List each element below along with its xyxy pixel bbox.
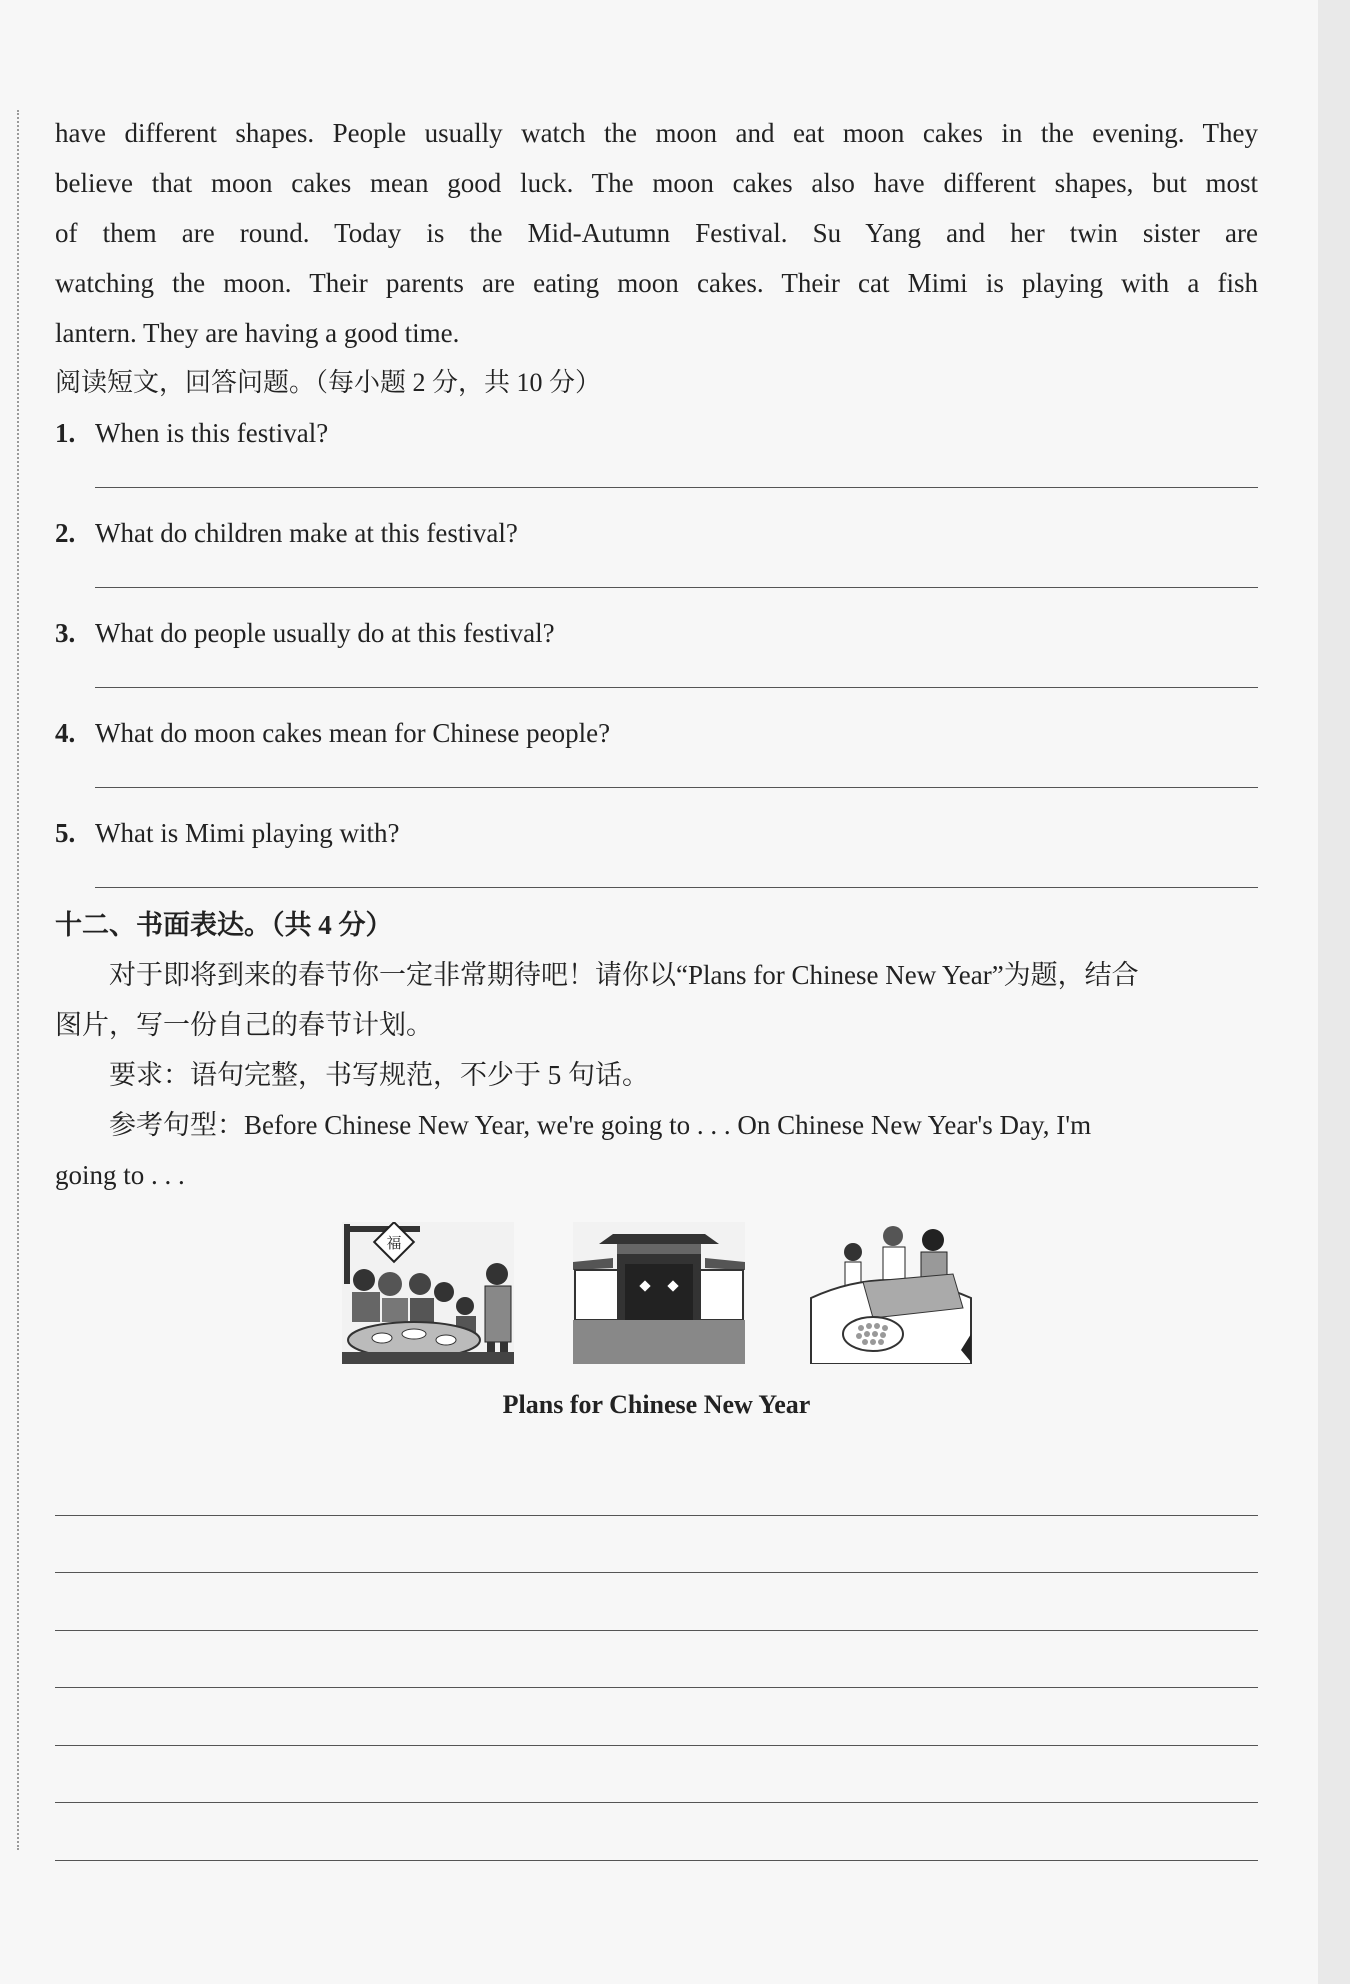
question-item (55, 508, 1258, 588)
writing-requirement: 要求：语句完整，书写规范，不少于 5 句话。 (109, 1060, 649, 1090)
answer-line[interactable] (95, 887, 1258, 888)
picture-caption: Plans for Chinese New Year (502, 1390, 811, 1419)
writing-area[interactable] (55, 1458, 1258, 1861)
writing-section (55, 900, 1258, 1861)
question-number: 2. (55, 518, 76, 548)
question-item (55, 808, 1258, 888)
reference-sentences: 参考句型：Before Chinese New Year, we're going to . . . On Chinese New Year's Day, I'm (109, 1110, 1092, 1140)
passage-line: believe that moon cakes mean good luck. The moon cakes also have different shapes, but most (55, 168, 1258, 198)
traditional-gate-picture (573, 1222, 745, 1364)
reading-instruction: 阅读短文，回答问题。（每小题 2 分，共 10 分） (55, 368, 602, 397)
writing-line[interactable] (55, 1458, 1258, 1516)
question-item (55, 708, 1258, 788)
picture-row (55, 1222, 1258, 1372)
writing-line[interactable] (55, 1573, 1258, 1631)
writing-line[interactable] (55, 1746, 1258, 1804)
question-text: What do children make at this festival? (95, 518, 518, 548)
family-dinner-picture (342, 1222, 514, 1364)
passage-line: have different shapes. People usually watch the moon and eat moon cakes in the evening. They (55, 118, 1258, 148)
passage-line: watching the moon. Their parents are eating moon cakes. Their cat Mimi is playing with a fish (55, 268, 1258, 298)
question-number: 5. (55, 818, 76, 848)
question-text: What do people usually do at this festival? (95, 618, 555, 648)
question-number: 4. (55, 718, 76, 748)
question-number: 1. (55, 418, 76, 448)
writing-line[interactable] (55, 1516, 1258, 1574)
answer-line[interactable] (95, 787, 1258, 788)
writing-line[interactable] (55, 1803, 1258, 1861)
question-text: When is this festival? (95, 418, 329, 448)
question-item (55, 408, 1258, 488)
making-dumplings-picture (803, 1222, 975, 1364)
passage-line: of them are round. Today is the Mid-Autumn Festival. Su Yang and her twin sister are (55, 218, 1258, 248)
writing-line[interactable] (55, 1688, 1258, 1746)
answer-line[interactable] (95, 587, 1258, 588)
reading-passage (55, 108, 1258, 358)
section-title: 十二、书面表达。（共 4 分） (55, 910, 393, 940)
question-text: What is Mimi playing with? (95, 818, 400, 848)
worksheet-content (55, 108, 1258, 1861)
fu-character: 福 (386, 1234, 402, 1252)
answer-line[interactable] (95, 487, 1258, 488)
passage-line: lantern. They are having a good time. (55, 318, 460, 348)
writing-line[interactable] (55, 1631, 1258, 1689)
question-list (55, 408, 1258, 888)
binding-margin-line (17, 110, 19, 1850)
reference-sentences-continued: going to . . . (55, 1160, 185, 1190)
writing-prompt-continued: 图片，写一份自己的春节计划。 (55, 1010, 433, 1040)
question-item (55, 608, 1258, 688)
writing-prompt: 对于即将到来的春节你一定非常期待吧！请你以“Plans for Chinese New Year”为题，结合 (109, 960, 1139, 990)
answer-line[interactable] (95, 687, 1258, 688)
question-number: 3. (55, 618, 76, 648)
question-text: What do moon cakes mean for Chinese people? (95, 718, 611, 748)
